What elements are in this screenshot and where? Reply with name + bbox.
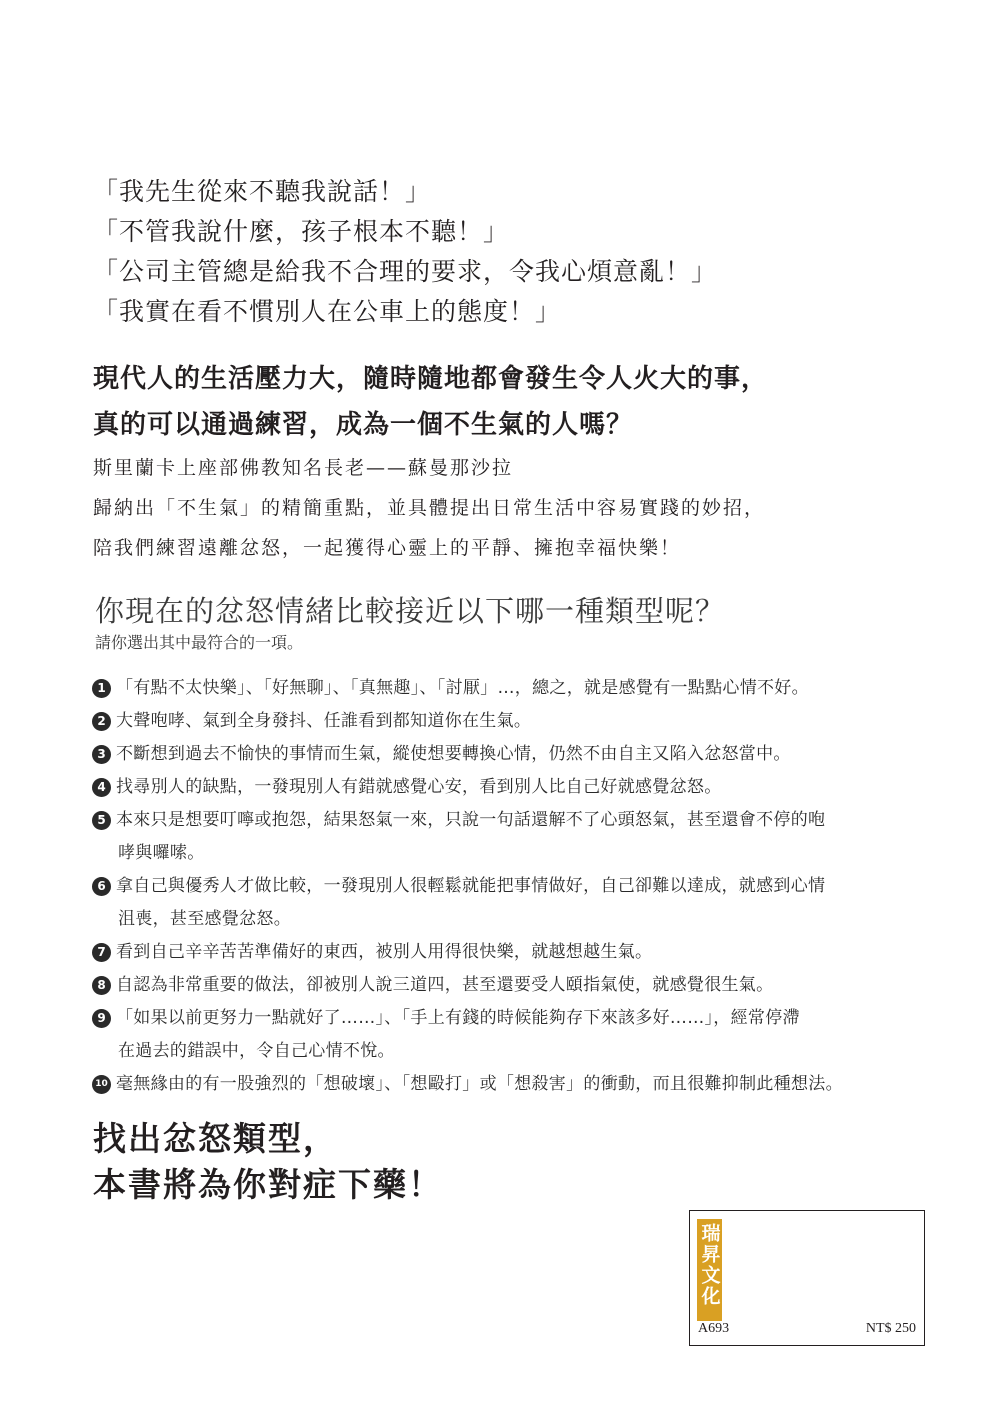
option-text-line: 在過去的錯誤中，令自己心情不悅。 <box>118 1041 395 1061</box>
option-text <box>116 870 912 936</box>
quote-line: 「公司主管總是給我不合理的要求，令我心煩意亂！」 <box>93 257 718 286</box>
option-text-line: 自認為非常重要的做法，卻被別人說三道四，甚至還要受人頤指氣使，就感覺很生氣。 <box>116 975 774 995</box>
closing-statement <box>93 1116 443 1208</box>
intro-line: 斯里蘭卡上座部佛教知名長老——蘇曼那沙拉 <box>93 457 514 479</box>
quote-line: 「我先生從來不聽我說話！」 <box>93 177 432 206</box>
option-text-line: 沮喪，甚至感覺忿怒。 <box>118 909 291 929</box>
question-subtitle: 請你選出其中最符合的一項。 <box>95 633 304 652</box>
options-list <box>92 672 912 1101</box>
option-text <box>116 705 912 738</box>
closing-line: 找出忿怒類型， <box>93 1119 338 1158</box>
option-number-badge: 6 <box>92 877 111 896</box>
option-item <box>92 771 912 804</box>
option-number-badge: 2 <box>92 712 111 731</box>
option-text <box>116 969 912 1002</box>
option-text-line: 找尋別人的缺點，一發現別人有錯就感覺心安，看到別人比自己好就感覺忿怒。 <box>116 777 722 797</box>
question-title: 你現在的忿怒情緒比較接近以下哪一種類型呢？ <box>95 594 726 628</box>
option-item <box>92 870 912 936</box>
option-number-badge: 4 <box>92 778 111 797</box>
option-text-line: 「有點不太快樂」、「好無聊」、「真無趣」、「討厭」…，總之，就是感覺有一點點心情不好。 <box>116 678 809 698</box>
option-item <box>92 672 912 705</box>
option-text-line: 不斷想到過去不愉快的事情而生氣，縱使想要轉換心情，仍然不由自主又陷入忿怒當中。 <box>116 744 791 764</box>
option-text <box>116 1002 912 1068</box>
option-text <box>116 738 912 771</box>
publisher-box <box>689 1210 925 1346</box>
option-number-badge: 3 <box>92 745 111 764</box>
option-number-badge: 10 <box>92 1075 111 1094</box>
option-text <box>116 1068 912 1101</box>
option-text-line: 毫無緣由的有一股強烈的「想破壞」、「想毆打」或「想殺害」的衝動，而且很難抑制此種想法。 <box>116 1074 843 1094</box>
option-item <box>92 705 912 738</box>
option-number-badge: 7 <box>92 943 111 962</box>
option-text <box>116 771 912 804</box>
option-number-badge: 9 <box>92 1009 111 1028</box>
publisher-logo: 瑞昇文化 <box>697 1219 722 1321</box>
book-code: A693 <box>698 1321 730 1336</box>
closing-line: 本書將為你對症下藥！ <box>93 1165 443 1204</box>
option-text <box>116 672 912 705</box>
option-number-badge: 5 <box>92 811 111 830</box>
option-text-line: 看到自己辛辛苦苦準備好的東西，被別人用得很快樂，就越想越生氣。 <box>116 942 653 962</box>
intro-paragraph <box>93 448 933 568</box>
option-text-line: 大聲咆哮、氣到全身發抖、任誰看到都知道你在生氣。 <box>116 711 532 731</box>
option-item <box>92 969 912 1002</box>
option-text <box>116 936 912 969</box>
option-item <box>92 738 912 771</box>
headline-line: 現代人的生活壓力大，隨時隨地都會發生令人火大的事， <box>93 364 769 394</box>
quote-line: 「我實在看不慣別人在公車上的態度！」 <box>93 297 562 326</box>
headline <box>93 356 933 448</box>
option-text <box>116 804 912 870</box>
intro-line: 陪我們練習遠離忿怒，一起獲得心靈上的平靜、擁抱幸福快樂！ <box>93 537 682 559</box>
intro-line: 歸納出「不生氣」的精簡重點，並具體提出日常生活中容易實踐的妙招， <box>93 497 766 519</box>
option-number-badge: 1 <box>92 679 111 698</box>
option-text-line: 拿自己與優秀人才做比較，一發現別人很輕鬆就能把事情做好，自己卻難以達成，就感到心情 <box>116 876 826 896</box>
option-number-badge: 8 <box>92 976 111 995</box>
option-item <box>92 1002 912 1068</box>
quote-line: 「不管我說什麼，孩子根本不聽！」 <box>93 217 510 246</box>
option-item <box>92 804 912 870</box>
option-item <box>92 936 912 969</box>
headline-line: 真的可以通過練習，成為一個不生氣的人嗎？ <box>93 410 634 440</box>
option-item <box>92 1068 912 1101</box>
option-text-line: 哮與囉嗦。 <box>118 843 205 863</box>
quotes-block <box>93 172 913 332</box>
option-text-line: 「如果以前更努力一點就好了……」、「手上有錢的時候能夠存下來該多好……」，經常停滯 <box>116 1008 800 1028</box>
book-price: NT$ 250 <box>865 1321 916 1336</box>
option-text-line: 本來只是想要叮嚀或抱怨，結果怒氣一來，只說一句話還解不了心頭怒氣，甚至還會不停的咆 <box>116 810 826 830</box>
